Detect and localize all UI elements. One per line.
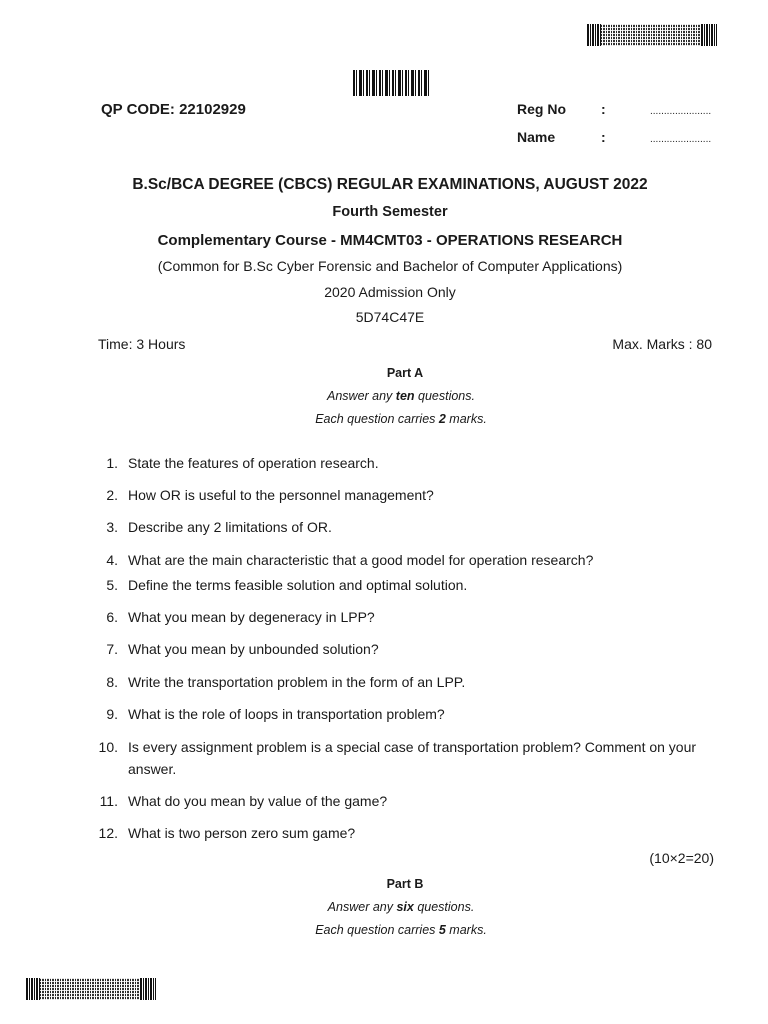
instr-text: questions. xyxy=(413,900,475,914)
part-a-marks-total: (10×2=20) xyxy=(649,850,714,866)
question-text: What you mean by degeneracy in LPP? xyxy=(128,609,375,625)
part-a-instruction-2 xyxy=(0,412,768,426)
barcode-bottom-left xyxy=(26,978,156,1000)
question-text: What do you mean by value of the game? xyxy=(128,793,388,809)
question-6 xyxy=(92,606,712,628)
course-title: Complementary Course - MM4CMT03 - OPERATIONS RESEARCH xyxy=(157,232,623,249)
question-12 xyxy=(92,822,712,844)
question-number: 11. xyxy=(99,793,118,809)
reg-no-colon: : xyxy=(601,101,606,117)
question-number: 6. xyxy=(106,609,118,625)
instr-count: six xyxy=(396,900,414,914)
instr-text: marks. xyxy=(445,412,487,426)
question-4 xyxy=(92,549,712,571)
question-text: How OR is useful to the personnel management? xyxy=(128,487,434,503)
question-11 xyxy=(92,790,712,812)
barcode-top-right xyxy=(587,24,717,46)
reg-no-label: Reg No xyxy=(517,101,566,117)
semester: Fourth Semester xyxy=(332,204,448,220)
question-number: 9. xyxy=(106,706,118,722)
part-b-instruction-2 xyxy=(0,923,768,937)
part-b-instruction-1 xyxy=(0,900,768,914)
exam-title: B.Sc/BCA DEGREE (CBCS) REGULAR EXAMINATIONS, AUGUST 2022 xyxy=(132,176,648,193)
question-8 xyxy=(92,671,712,693)
admission: 2020 Admission Only xyxy=(324,284,456,300)
question-number: 4. xyxy=(106,552,118,568)
time-allowed: Time: 3 Hours xyxy=(98,336,186,352)
question-text: State the features of operation research. xyxy=(128,455,379,471)
reg-no-blank[interactable]: ...................... xyxy=(650,106,712,117)
question-text: What you mean by unbounded solution? xyxy=(128,641,379,657)
qp-code: QP CODE: 22102929 xyxy=(101,101,246,118)
question-2 xyxy=(92,484,712,506)
barcode-top-center xyxy=(353,70,429,96)
paper-id: 5D74C47E xyxy=(355,309,425,325)
instr-text: Each question carries xyxy=(315,923,439,937)
part-a-title: Part A xyxy=(386,366,424,380)
instr-count: ten xyxy=(395,389,415,403)
max-marks: Max. Marks : 80 xyxy=(612,336,712,352)
question-text: What are the main characteristic that a good model for operation research? xyxy=(128,552,594,568)
question-9 xyxy=(92,703,712,725)
question-text: Write the transportation problem in the form of an LPP. xyxy=(128,674,466,690)
part-b-title: Part B xyxy=(386,877,424,891)
instr-text: Answer any xyxy=(327,389,396,403)
question-text: What is the role of loops in transportation problem? xyxy=(128,706,445,722)
instr-text: questions. xyxy=(414,389,475,403)
question-text: Is every assignment problem is a special case of transportation problem? Comment on your answer. xyxy=(128,739,697,777)
question-text: Describe any 2 limitations of OR. xyxy=(128,519,332,535)
question-number: 8. xyxy=(106,674,118,690)
question-number: 5. xyxy=(106,577,118,593)
question-number: 10. xyxy=(98,739,118,755)
question-number: 3. xyxy=(106,519,118,535)
question-10 xyxy=(92,736,712,780)
instr-text: marks. xyxy=(445,923,487,937)
name-blank[interactable]: ...................... xyxy=(650,134,712,145)
instr-text: Each question carries xyxy=(315,412,439,426)
name-colon: : xyxy=(601,129,606,145)
question-5 xyxy=(92,574,712,596)
question-1 xyxy=(92,452,712,474)
common-for: (Common for B.Sc Cyber Forensic and Bachelor of Computer Applications) xyxy=(157,258,623,274)
instr-text: Answer any xyxy=(327,900,397,914)
part-a-instruction-1 xyxy=(0,389,768,403)
question-number: 12. xyxy=(98,825,118,841)
question-3 xyxy=(92,516,712,538)
question-number: 7. xyxy=(106,641,118,657)
question-7 xyxy=(92,638,712,660)
question-number: 1. xyxy=(106,455,118,471)
question-number: 2. xyxy=(106,487,118,503)
question-text: What is two person zero sum game? xyxy=(128,825,356,841)
instr-marks: 2 xyxy=(438,412,446,426)
instr-marks: 5 xyxy=(438,923,446,937)
name-label: Name xyxy=(517,129,556,145)
question-text: Define the terms feasible solution and optimal solution. xyxy=(128,577,468,593)
